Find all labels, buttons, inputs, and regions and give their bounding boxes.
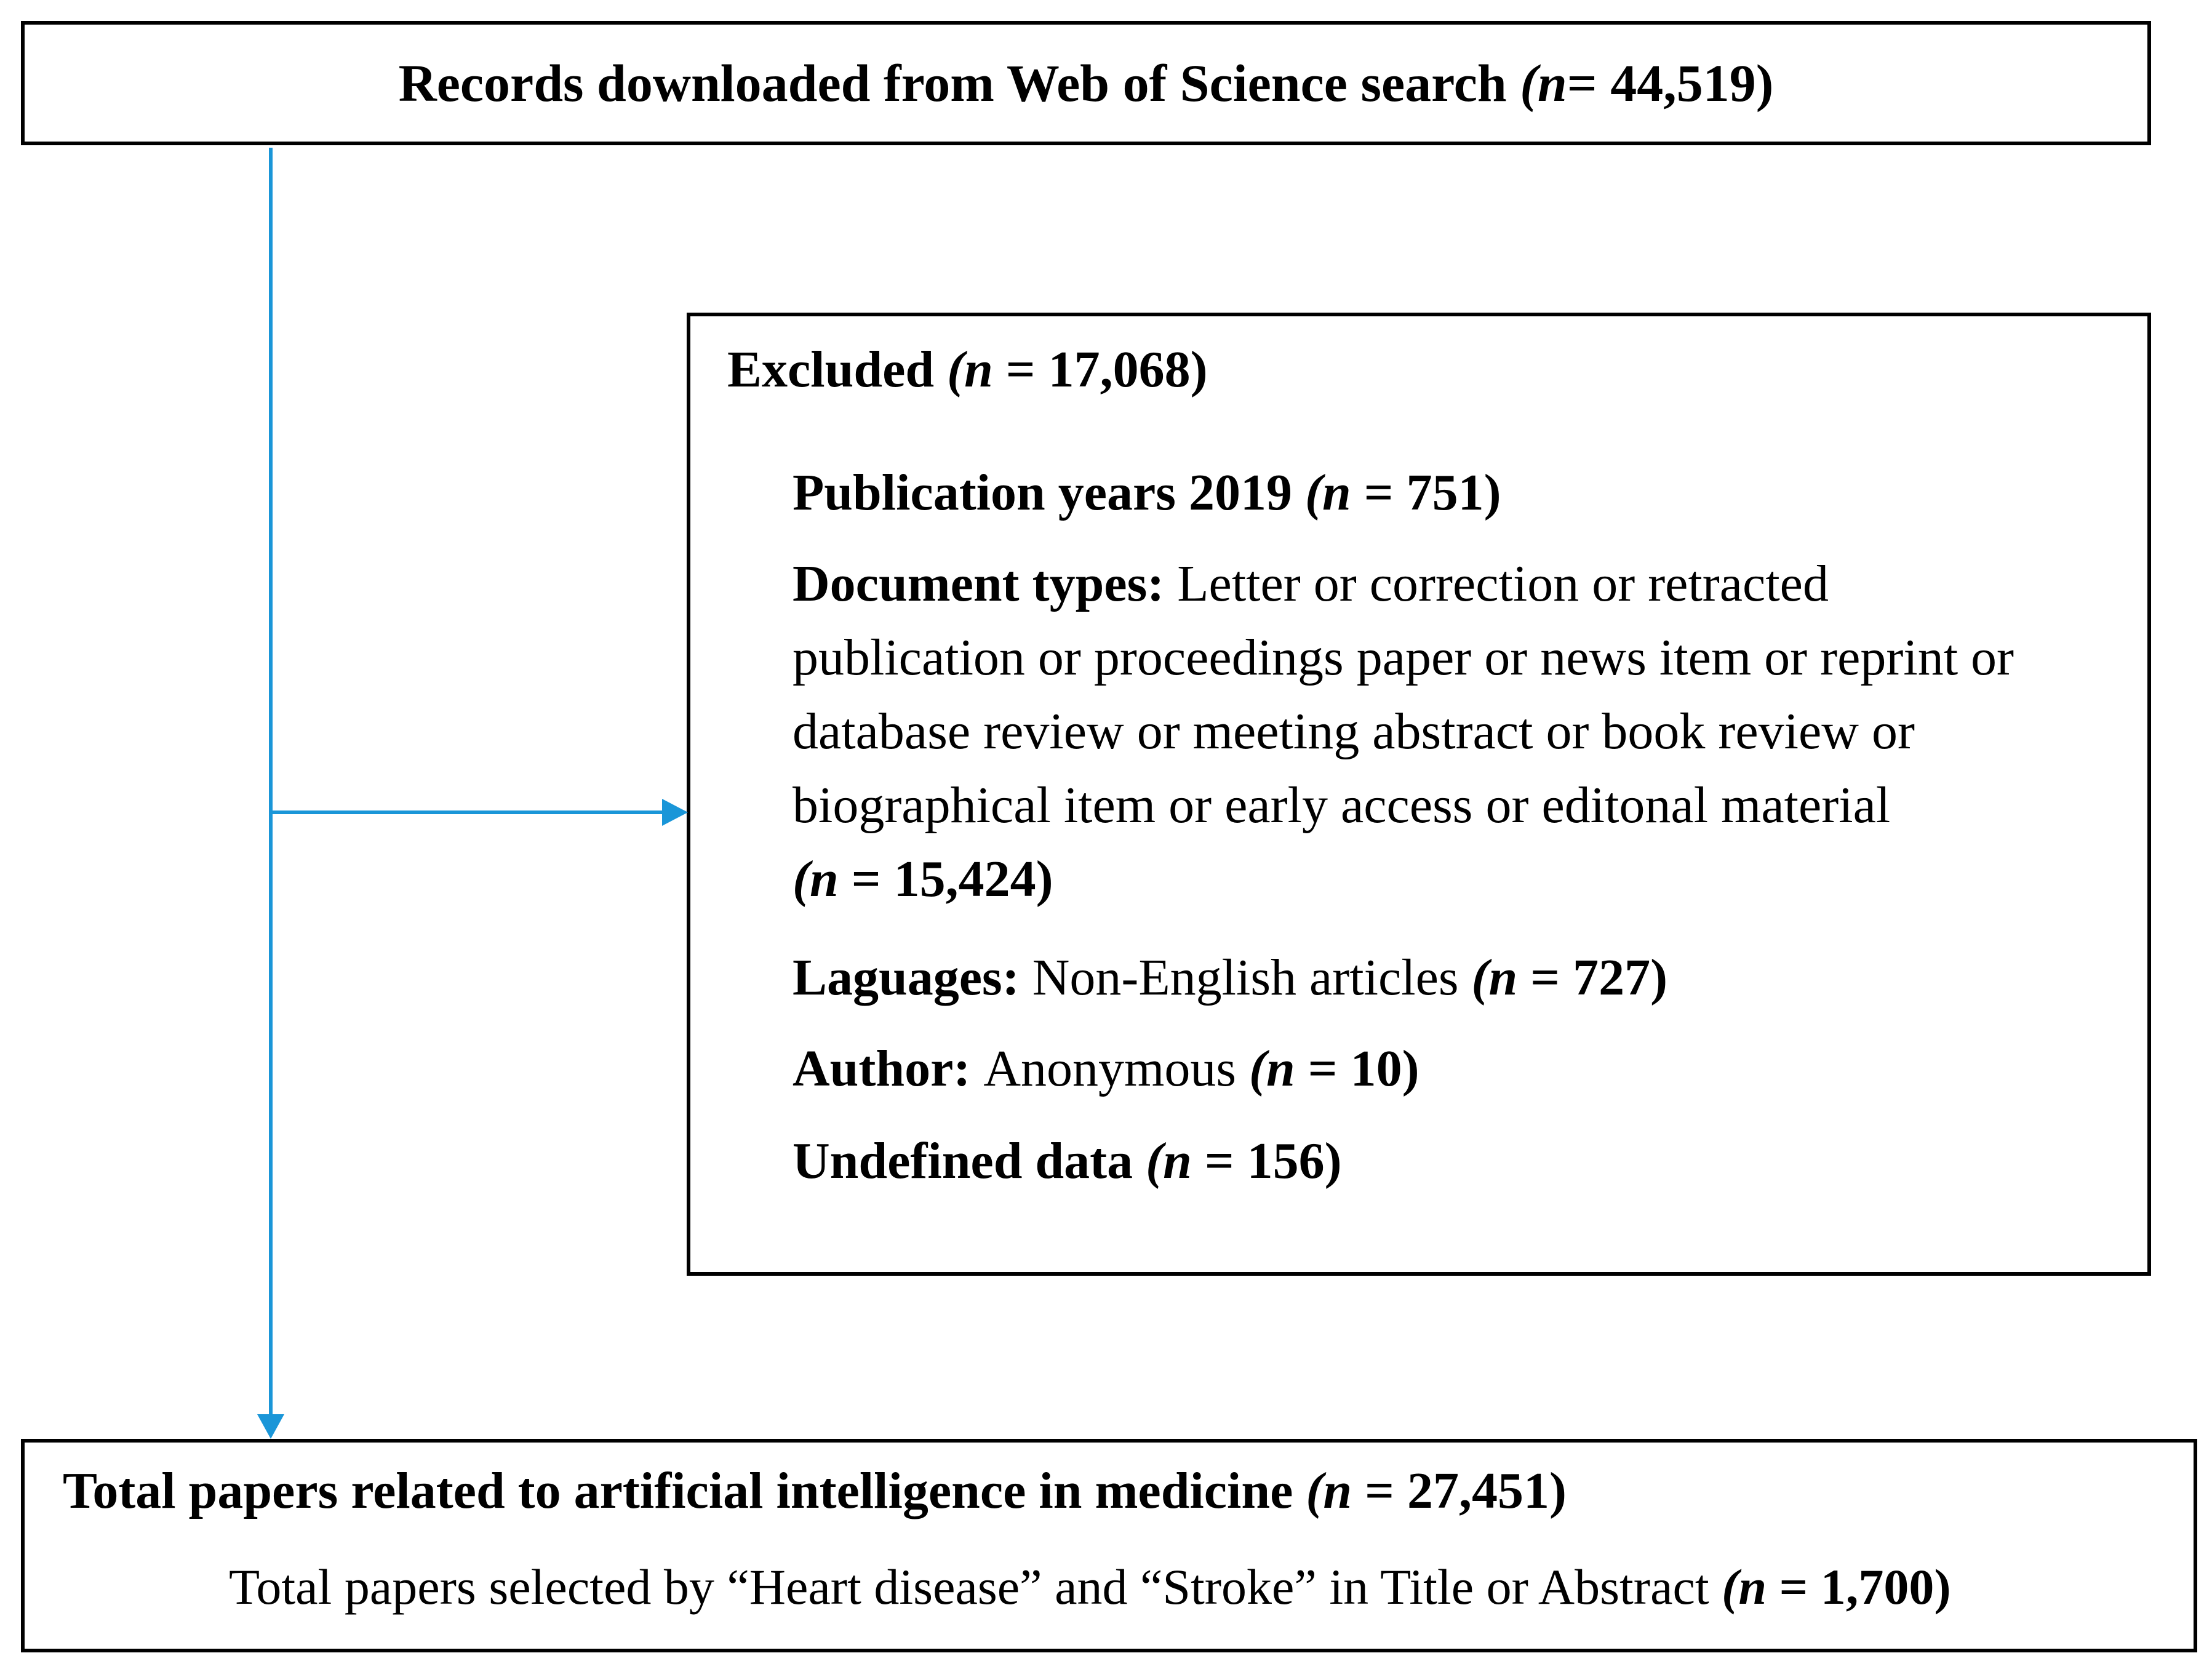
- item-label: Author:: [793, 1040, 971, 1097]
- total-title-text: Total papers related to artificial intelligence in medicine: [63, 1462, 1293, 1519]
- total-n-value: = 27,451): [1352, 1462, 1567, 1519]
- item-text: Non-English articles: [1032, 949, 1459, 1006]
- item-n-value: = 15,424): [838, 851, 1053, 908]
- excluded-item-document-types-count: [793, 849, 1053, 909]
- item-label: Laguages:: [793, 949, 1020, 1006]
- excluded-item-languages: [793, 948, 1667, 1007]
- item-label: Undefined data: [793, 1132, 1133, 1190]
- total-papers-title: [63, 1461, 1567, 1521]
- item-n-value: = 156): [1191, 1132, 1342, 1190]
- excluded-item-publication-years: [793, 463, 1501, 522]
- excluded-item-undefined-data: [793, 1131, 1342, 1191]
- excluded-item-document-types: [793, 554, 1829, 614]
- excluded-heading-label: Excluded: [727, 341, 935, 398]
- records-n-open: (n: [1520, 54, 1567, 113]
- excluded-n-open: (n: [947, 341, 993, 398]
- selected-text: Total papers selected by “Heart disease” and “Stroke” in Title or Abstract: [229, 1559, 1709, 1615]
- item-n-open: (n: [1249, 1040, 1295, 1097]
- excluded-heading: [727, 340, 1208, 399]
- item-n-open: (n: [793, 851, 839, 908]
- records-title: Records downloaded from Web of Science search: [398, 54, 1507, 113]
- arrow-down-head: [257, 1414, 284, 1439]
- item-n-open: (n: [1146, 1132, 1192, 1190]
- excluded-item-document-types-line: biographical item or early access or editonal material: [793, 777, 1891, 834]
- item-label: Document types:: [793, 555, 1165, 612]
- selected-n-value: = 1,700): [1767, 1559, 1951, 1615]
- item-n-open: (n: [1305, 464, 1351, 521]
- selected-n-open: (n: [1722, 1559, 1767, 1615]
- item-n-value: = 10): [1295, 1040, 1419, 1097]
- total-n-open: (n: [1306, 1462, 1352, 1519]
- excluded-box: [687, 313, 2151, 1276]
- item-n-value: = 751): [1351, 464, 1501, 521]
- excluded-item-author: [793, 1039, 1419, 1099]
- excluded-n-value: = 17,068): [992, 341, 1208, 398]
- records-n-value: = 44,519): [1567, 54, 1774, 113]
- excluded-item-document-types-line: publication or proceedings paper or news item or reprint or: [793, 629, 2014, 686]
- excluded-item-document-types-line: database review or meeting abstract or book review or: [793, 703, 1915, 760]
- selected-papers-line: [229, 1558, 1951, 1616]
- total-papers-box: [21, 1439, 2197, 1652]
- arrow-right-head: [662, 799, 688, 826]
- item-text-line: Letter or correction or retracted: [1177, 555, 1829, 612]
- records-box: [21, 21, 2151, 145]
- item-text: Anonymous: [983, 1040, 1237, 1097]
- records-box-label: [25, 25, 2147, 142]
- item-n-value: = 727): [1517, 949, 1668, 1006]
- item-label: Publication years 2019: [793, 464, 1292, 521]
- item-n-open: (n: [1471, 949, 1518, 1006]
